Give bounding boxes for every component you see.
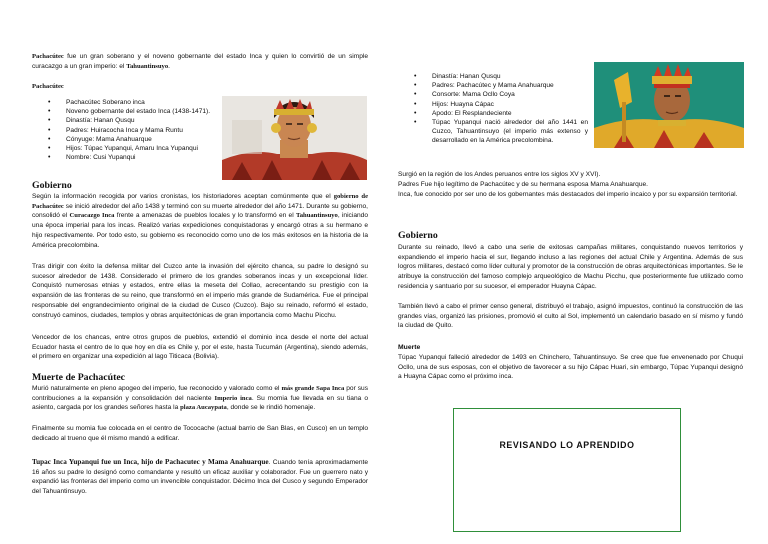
fact-item: • Padres: Pachacútec y Mama Anahuarque <box>398 81 588 90</box>
tupac-gobierno-paragraph: Durante su reinado, llevó a cabo una serie de exitosas campañas militares, conquistando nuevos territorios y expandiendo el imperio hacia el sur, llegando incluso a las regiones del actual Chile y Argentina. Además de sus logros militares, destacó como líder cultural y promotor de la construcción de obras arquitectónicas importantes. Se le atribuye la construcción del famoso complejo arqueológico de Machu Picchu, que posteriormente fue utilizado como residencia y santuario por su sucesor, el emperador Huayna Cápac. <box>398 244 743 290</box>
tupac-known-line: Inca, fue conocido por ser uno de los gobernantes más destacados del imperio incaico y por su expansión territorial. <box>398 191 738 198</box>
fact-item: • Hijos: Huayna Cápac <box>398 100 588 109</box>
revisando-lo-aprendido-box <box>453 408 681 532</box>
tupac-gobierno-heading: Gobierno <box>398 230 438 241</box>
gobierno-text-1: Según la información recogida por varios cronistas, los historiadores aceptan comúnmente que el <box>32 193 334 200</box>
muerte-bold-1: más grande Sapa Inca <box>281 385 345 392</box>
fact-item: • Consorte: Mama Ocllo Coya <box>398 90 588 99</box>
gobierno-bold-3: Tahuantinsuyo <box>295 212 338 220</box>
muerte-text-4: , donde se le rindió homenaje. <box>226 404 316 412</box>
fact-item: • Dinastía: Hanan Qusqu <box>32 116 220 125</box>
gobierno-heading: Gobierno <box>32 180 72 191</box>
gobierno-bold-2: Curacazgo Inca <box>69 212 115 220</box>
fact-item: • Apodo: El Resplandeciente <box>398 109 588 118</box>
muerte-bold-3: plaza Aucaypata <box>180 404 227 412</box>
intro-bold-tahuantinsuyo: Tahuantinsuyo <box>126 62 169 70</box>
intro-bold: Pachacútec <box>32 53 64 60</box>
pachacutec-portrait-icon <box>222 96 367 180</box>
fact-item: • Padres: Huiracocha Inca y Mama Runtu <box>32 126 220 135</box>
conquest-paragraph: Tras dirigir con éxito la defensa militar del Cuzco ante la invasión del ejército chanca, su padre lo designó su sucesor alrededor de 1438. Considerado el primero de los grandes soberanos incas y un excepcional líder. Conquistó numerosas etnias y estados, entre ellas la meseta del Collao, acrecentando su prestigio con la expansión de las fronteras de su reino, que transformó en el imperio más grande de Sudamérica. Fue el principal responsable del engrandecimiento original de la ciudad de Cusco (Cuzco). Bajo su reinado, reformó el estado, construyó caminos, ciudades, templos y obras arquitectónicas de gran importancia como Machu Picchu. <box>32 263 368 319</box>
muerte-bold-2: Imperio inca <box>214 394 252 402</box>
fact-item: • Cónyuge: Mama Anahuarque <box>32 135 220 144</box>
muerte-pachacutec-heading: Muerte de Pachacútec <box>32 372 126 383</box>
muerte-text-3: . Su momia fue llevada en su tiana o asiento, cargada por los grandes señores hasta la <box>32 394 368 412</box>
gobierno-paragraph <box>32 192 368 250</box>
box-title: REVISANDO LO APRENDIDO <box>499 440 635 450</box>
gobierno-text-4: , iniciando una época imperial para los incas. Realizó varias expediciones conquistadoras y encargó otras a su hermano e hijo respectivamente. Por todo esto, su gobierno es reconocido como uno de los más exitosos en la historia de la América precolombina. <box>32 212 368 249</box>
muerte-text-1: Murió naturalmente en pleno apogeo del imperio, fue reconocido y valorado como el <box>32 385 282 392</box>
fact-item: • Nombre: Cusi Yupanqui <box>32 153 220 162</box>
tupac-intro-paragraph <box>32 458 368 497</box>
tupac-facts-list <box>398 72 588 146</box>
tupac-muerte-heading: Muerte <box>398 344 421 351</box>
intro-end: . <box>168 62 170 70</box>
pachacutec-facts-list <box>32 98 220 162</box>
tupac-yupanqui-portrait-icon <box>594 62 744 148</box>
tupac-parents-line: Padres Fue hijo legítimo de Pachacútec y de su hermana esposa Mama Anahuarque. <box>398 181 648 188</box>
tupac-censo-paragraph: También llevó a cabo el primer censo general, distribuyó el trabajo, asignó impuestos, continuó la construcción de las grandes vías, organizó las prisiones, promovió el culto al Sol, implementó un calendario basado en sí mismo y fundó la ciudad de Quito. <box>398 303 743 330</box>
tupac-muerte-paragraph: Túpac Yupanqui falleció alrededor de 1493 en Chinchero, Tahuantinsuyo. Se cree que fue envenenado por Chuqui Ocllo, una de sus esposas, con el objetivo de favorecer a su hijo Cápac Huari, sin embargo, Túpac Yupanqui designó a Huayna Cápac como el próximo inca. <box>398 354 743 381</box>
fact-item: • Pachacútec Soberano inca <box>32 98 220 107</box>
muerte-paragraph <box>32 384 368 413</box>
momia-paragraph: Finalmente su momia fue colocada en el centro de Tococache (actual barrio de San Blas, en Cusco) en un templo dedicado al trueno que él mismo mandó a edificar. <box>32 425 368 442</box>
fact-item: • Hijos: Túpac Yupanqui, Amaru Inca Yupanqui <box>32 144 220 153</box>
gobierno-bold-1: gobierno de Pachacútec <box>32 193 368 210</box>
tupac-region-line: Surgió en la región de los Andes peruanos entre los siglos XV y XVI). <box>398 171 601 178</box>
gobierno-text-3: frente a amenazas de pueblos locales y lo transformó en el <box>114 212 296 220</box>
tupac-intro-text: . Cuando tenía aproximadamente 16 años su padre lo designó como comandante y resultó un eficaz auxiliar y colaborador. Fue un guerrero nato y expandió las fronteras del imperio como un invencible conquistador. Décimo Inca del Cusco y segundo Emperador del Tahuantinsuyo. <box>32 459 369 496</box>
subheading-pachacutec: Pachacútec <box>32 83 64 90</box>
fact-item: • Túpac Yupanqui nació alrededor del año 1441 en Cuzco, Tahuantinsuyo (el imperio más extenso y desarrollado en la América precolombina. <box>398 118 588 146</box>
tupac-intro-bold: Tupac Inca Yupanqui fue un Inca, hijo de Pachacutec y Mama Anahuarque <box>32 458 269 466</box>
fact-item: • Noveno gobernante del estado Inca (1438-1471). <box>32 107 220 116</box>
fact-item: • Dinastía: Hanan Qusqu <box>398 72 588 81</box>
gobierno-text-2: se inició alrededor del año 1438 y terminó con su muerte alrededor del año 1471. Durante su gobierno, consolidó el <box>32 202 368 220</box>
intro-paragraph <box>32 52 368 71</box>
vencedor-paragraph: Vencedor de los chancas, entre otros grupos de pueblos, extendió el dominio inca desde el norte del actual Ecuador hasta el centro de lo que hoy en día es Chile y, por el este, hasta Tucumán (Argentina), siendo además, el primero en organizar una expedición al lago Titicaca (Bolivia). <box>32 334 368 361</box>
muerte-text-2: por sus contribuciones a la expansión y consolidación del naciente <box>32 385 369 402</box>
intro-text: fue un gran soberano y el noveno gobernante del estado Inca y quien lo convirtió de un simple curacazgo a un gran imperio: el <box>32 53 368 70</box>
